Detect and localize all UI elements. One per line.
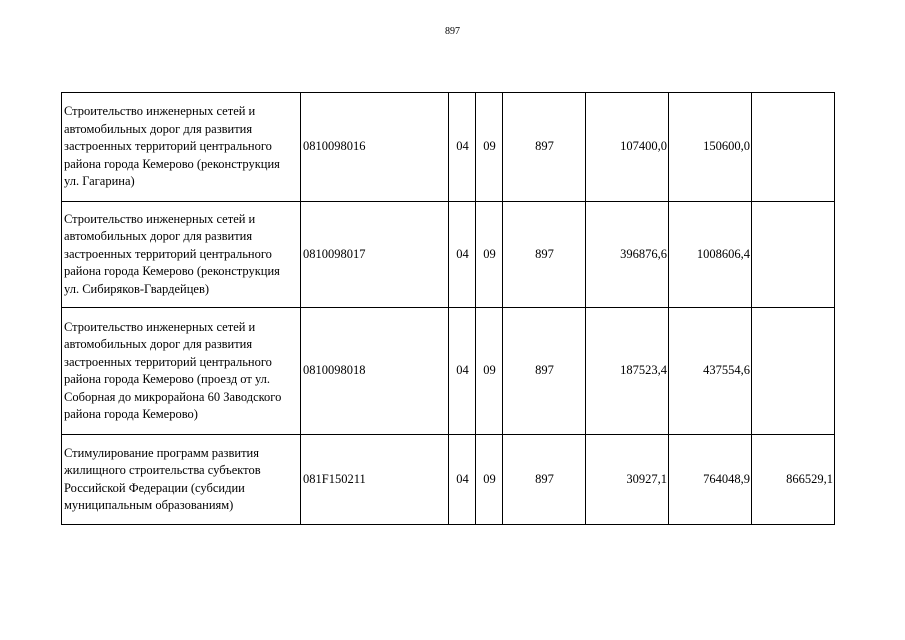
cell-subsection: 09	[476, 435, 503, 525]
cell-sum3	[752, 93, 835, 202]
cell-sum2: 764048,9	[669, 435, 752, 525]
cell-sum3	[752, 308, 835, 435]
cell-subsection: 09	[476, 308, 503, 435]
cell-sum3	[752, 202, 835, 308]
page-number: 897	[445, 26, 460, 37]
cell-section: 04	[449, 435, 476, 525]
cell-sum1: 396876,6	[586, 202, 669, 308]
cell-name: Стимулирование программ развития жилищного строительства субъектов Российской Федерации (субсидии муниципальным образованиям)	[62, 435, 301, 525]
budget-table	[61, 92, 835, 525]
table-row	[62, 93, 835, 202]
cell-subsection: 09	[476, 202, 503, 308]
cell-code: 081F150211	[301, 435, 449, 525]
cell-code: 0810098018	[301, 308, 449, 435]
cell-sum2: 437554,6	[669, 308, 752, 435]
cell-name: Строительство инженерных сетей и автомобильных дорог для развития застроенных территорий центрального района города Кемерово (реконструкция ул. Гагарина)	[62, 93, 301, 202]
cell-sum3: 866529,1	[752, 435, 835, 525]
table-row	[62, 308, 835, 435]
cell-sum2: 150600,0	[669, 93, 752, 202]
cell-code: 0810098017	[301, 202, 449, 308]
table-row	[62, 435, 835, 525]
cell-gov: 897	[503, 308, 586, 435]
cell-sum1: 30927,1	[586, 435, 669, 525]
cell-name: Строительство инженерных сетей и автомобильных дорог для развития застроенных территорий центрального района города Кемерово (проезд от ул. Соборная до микрорайона 60 Заводского района города Кемерово)	[62, 308, 301, 435]
cell-name: Строительство инженерных сетей и автомобильных дорог для развития застроенных территорий центрального района города Кемерово (реконструкция ул. Сибиряков-Гвардейцев)	[62, 202, 301, 308]
cell-gov: 897	[503, 435, 586, 525]
cell-section: 04	[449, 93, 476, 202]
cell-sum1: 107400,0	[586, 93, 669, 202]
cell-sum1: 187523,4	[586, 308, 669, 435]
cell-section: 04	[449, 202, 476, 308]
cell-code: 0810098016	[301, 93, 449, 202]
cell-gov: 897	[503, 202, 586, 308]
cell-subsection: 09	[476, 93, 503, 202]
cell-section: 04	[449, 308, 476, 435]
table-row	[62, 202, 835, 308]
cell-gov: 897	[503, 93, 586, 202]
cell-sum2: 1008606,4	[669, 202, 752, 308]
